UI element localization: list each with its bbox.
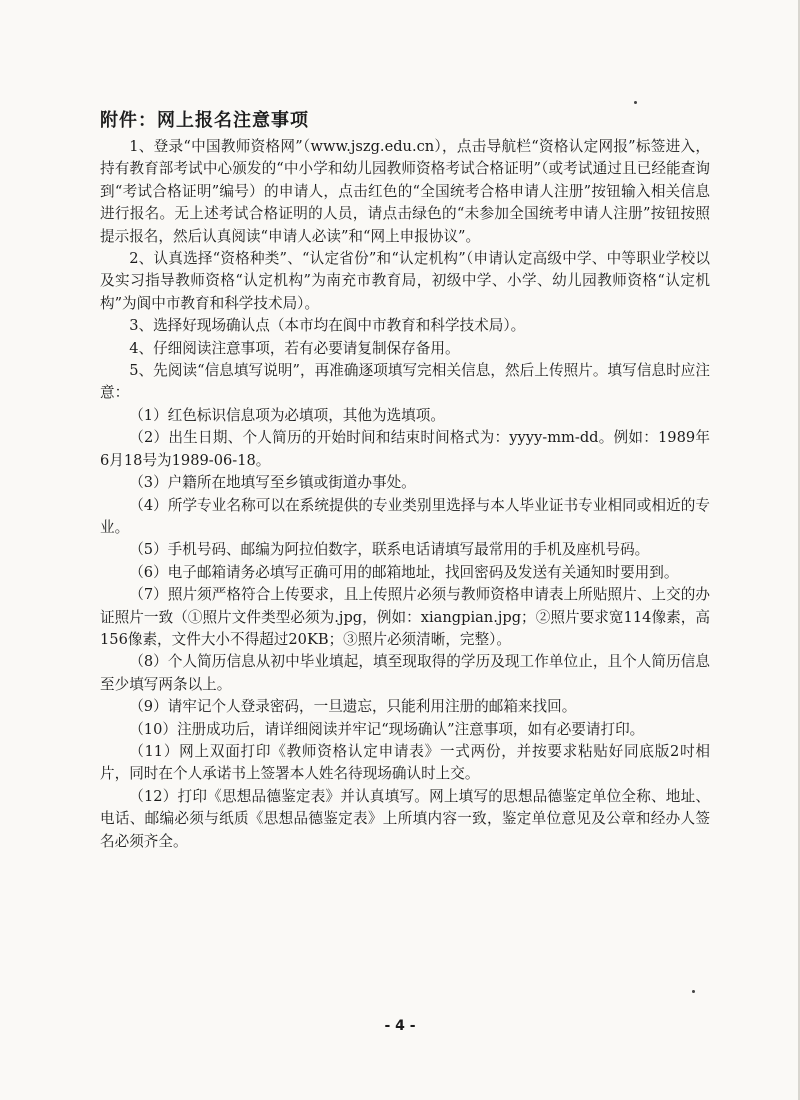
note-3: （3）户籍所在地填写至乡镇或街道办事处。 xyxy=(129,474,416,492)
page-number: - 4 - xyxy=(384,1018,416,1034)
paragraph-1: 1、登录“中国教师资格网”（www.jszg.edu.cn），点击导航栏“资格认定网报”标签进入，持有教育部考试中心颁发的“中小学和幼儿园教师资格考试合格证明”（或考试通过且已经能查询到“考试合格证明”编号）的申请人，点击红色的“全国统考合格申请人注册”按钮输入相关信息进行报名。无上述考试合格证明的人员，请点击绿色的“未参加全国统考申请人注册”按钮按照提示报名，然后认真阅读“申请人必读”和“网上申报协议”。 xyxy=(100,138,710,245)
note-5: （5）手机号码、邮编为阿拉伯数字，联系电话请填写最常用的手机及座机号码。 xyxy=(129,541,650,559)
document-body xyxy=(100,136,710,853)
note-8: （8）个人简历信息从初中毕业填起，填至现取得的学历及现工作单位止，且个人简历信息至少填写两条以上。 xyxy=(100,653,710,693)
note-1: （1）红色标识信息项为必填项，其他为选填项。 xyxy=(129,406,445,424)
note-9: （9）请牢记个人登录密码，一旦遗忘，只能利用注册的邮箱来找回。 xyxy=(129,698,577,716)
note-4: （4）所学专业名称可以在系统提供的专业类别里选择与本人毕业证书专业相同或相近的专业。 xyxy=(100,496,710,536)
document-heading: 附件：网上报名注意事项 xyxy=(100,110,309,131)
note-12: （12）打印《思想品德鉴定表》并认真填写。网上填写的思想品德鉴定单位全称、地址、电话、邮编必须与纸质《思想品德鉴定表》上所填内容一致，鉴定单位意见及公章和经办人签名必须齐全。 xyxy=(100,787,710,850)
scan-speck xyxy=(634,101,637,104)
paragraph-3: 3、选择好现场确认点（本市均在阆中市教育和科学技术局）。 xyxy=(129,317,526,335)
note-7: （7）照片须严格符合上传要求，且上传照片必须与教师资格申请表上所贴照片、上交的办证照片一致（①照片文件类型必须为.jpg，例如：xiangpian.jpg；②照片要求宽114像素，高156像素，文件大小不得超过20KB；③照片必须清晰，完整）。 xyxy=(100,586,710,648)
note-10: （10）注册成功后，请详细阅读并牢记“现场确认”注意事项，如有必要请打印。 xyxy=(129,720,645,738)
note-11: （11）网上双面打印《教师资格认定申请表》一式两份，并按要求粘贴好同底版2吋相片，同时在个人承诺书上签署本人姓名待现场确认时上交。 xyxy=(100,742,710,783)
scan-speck xyxy=(692,990,695,993)
paragraph-2: 2、认真选择“资格种类”、“认定省份”和“认定机构”（申请认定高级中学、中等职业学校以及实习指导教师资格“认定机构”为南充市教育局，初级中学、小学、幼儿园教师资格“认定机构”为阆中市教育和科学技术局）。 xyxy=(100,250,710,312)
paragraph-4: 4、仔细阅读注意事项，若有必要请复制保存备用。 xyxy=(129,339,460,357)
note-6: （6）电子邮箱请务必填写正确可用的邮箱地址，找回密码及发送有关通知时要用到。 xyxy=(129,563,679,581)
paragraph-5: 5、先阅读“信息填写说明”，再准确逐项填写完相关信息，然后上传照片。填写信息时应注意： xyxy=(100,362,710,402)
note-2: （2）出生日期、个人简历的开始时间和结束时间格式为：yyyy-mm-dd。例如：1989年6月18号为1989-06-18。 xyxy=(100,429,710,469)
